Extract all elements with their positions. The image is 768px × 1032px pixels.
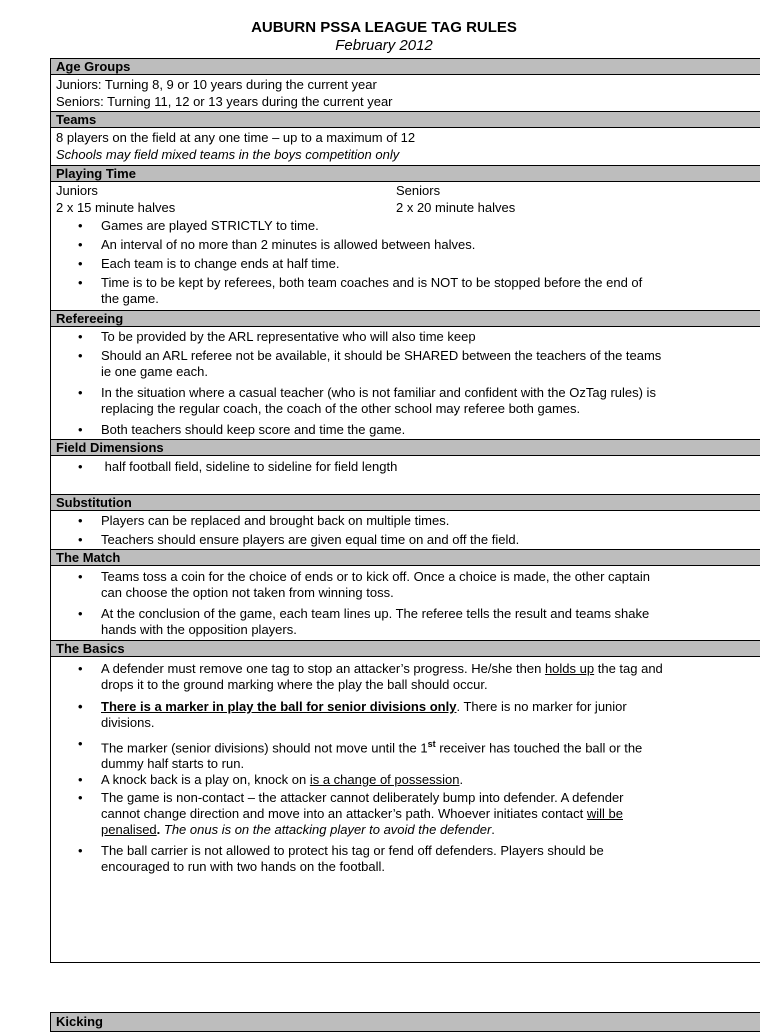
bullet-icon: • <box>78 699 83 714</box>
rules-table: Age Groups Juniors: Turning 8, 9 or 10 years during the current year Seniors: Turning 11, 12 or 13 years during the current year Teams 8 players on the field at any one time – up to a maximum of 12 Schools may field mixed teams in the boys competition only Playing Time Juniors Seniors 2 x 15 minute halves 2 x 20 minute halves • Games are played STRICTLY to time. • An interval of no more than 2 minutes is allowed between halves. • Each team is to change ends at half time. • Time is to be kept by referees, both team coaches and is NOT to be stopped before the end of the game. Refereeing • To be provided by the ARL representative who will also time keep • Should an ARL referee not be available, it should be SHARED between the teachers of the teams ie one game each. • In the situation where a casual teacher (who is not familiar and confident with the OzTag rules) is replacing the regular coach, the coach of the other school may referee both games. • Both teachers should keep score and time the game. Field Dimensions • half football field, sideline to sideline for field length Substitution • Players can be replaced and brought back on multiple times. • Teachers should ensure players are given equal time on and off the field. The Match • Teams toss a coin for the choice of ends or to kick off. Once a choice is made, the other captain can choose the option not taken from winning toss. • At the conclusion of the game, each team lines up. The referee tells the result and teams shake hands with the opposition players. The Basics • A defender must remove one tag to stop an attacker’s progress. He/she then holds up the tag and drops it to the ground marking where the play the ball should occur. • There is a marker in play the ball for senior divisions only. There is no marker for junior divisions. • The marker (senior divisions) should not move until the 1st receiver has touched the ball or the dummy half starts to run. • A knock back is a play on, knock on is a change of possession. • The game is non-contact – the attacker cannot deliberately bump into defender. A defender cannot change direction and move into an attacker’s path. Whoever initiates contact will be penalised. The onus is on the attacking player to avoid the defender. • The ball carrier is not allowed to protect his tag or fend off defenders. Players should be encouraged to run with two hands on the football. <box>50 58 760 963</box>
bullet-icon: • <box>78 606 83 621</box>
bullet-icon: • <box>78 790 83 805</box>
bullet-icon: • <box>78 237 83 252</box>
bullet-icon: • <box>78 459 83 474</box>
age-seniors: Seniors: Turning 11, 12 or 13 years during the current year <box>56 94 393 109</box>
bullet-icon: • <box>78 772 83 787</box>
field-dimensions-header: Field Dimensions <box>51 439 760 456</box>
kicking-header: Kicking <box>50 1012 760 1032</box>
bullet-icon: • <box>78 661 83 676</box>
seniors-halves: 2 x 20 minute halves <box>396 200 516 215</box>
age-groups-header: Age Groups <box>51 59 760 75</box>
seniors-label: Seniors <box>396 183 441 198</box>
age-juniors: Juniors: Turning 8, 9 or 10 years during the current year <box>56 77 377 92</box>
bullet-icon: • <box>78 256 83 271</box>
bullet-icon: • <box>78 532 83 547</box>
match-header: The Match <box>51 549 760 566</box>
basics-header: The Basics <box>51 640 760 657</box>
bullet-icon: • <box>78 736 83 751</box>
bullet-icon: • <box>78 385 83 400</box>
bullet-icon: • <box>78 843 83 858</box>
document-title: AUBURN PSSA LEAGUE TAG RULES <box>251 19 517 36</box>
refereeing-header: Refereeing <box>51 310 760 327</box>
bullet-icon: • <box>78 513 83 528</box>
juniors-label: Juniors <box>56 183 98 198</box>
teams-line-1: 8 players on the field at any one time – up to a maximum of 12 <box>56 130 416 145</box>
document-subtitle: February 2012 <box>335 37 433 54</box>
playing-halves-row <box>56 200 516 216</box>
bullet-icon: • <box>78 422 83 437</box>
teams-line-2: Schools may field mixed teams in the boys competition only <box>56 147 400 162</box>
substitution-header: Substitution <box>51 494 760 511</box>
bullet-icon: • <box>78 329 83 344</box>
bullet-icon: • <box>78 275 83 290</box>
teams-header: Teams <box>51 111 760 128</box>
playing-juniors-row <box>56 183 441 199</box>
bullet-icon: • <box>78 348 83 363</box>
juniors-halves: 2 x 15 minute halves <box>56 200 176 215</box>
bullet-icon: • <box>78 569 83 584</box>
playing-time-header: Playing Time <box>51 165 760 182</box>
bullet-icon: • <box>78 218 83 233</box>
